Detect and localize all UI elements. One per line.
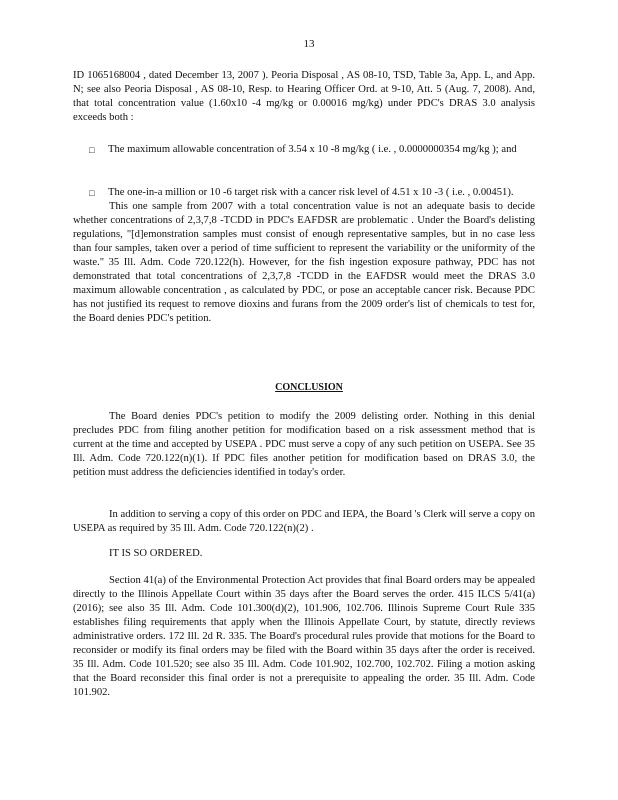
- bullet-box-icon: □: [89, 145, 95, 155]
- bullet-text: The maximum allowable concentration of 3.54 x 10 -8 mg/kg ( i.e. , 0.0000000354 mg/kg ); and: [108, 144, 517, 155]
- bullet-item: [89, 186, 535, 200]
- conclusion-heading: CONCLUSION: [275, 382, 343, 393]
- bullet-text: The one-in-a million or 10 -6 target risk with a cancer risk level of 4.51 x 10 -3 ( i.e. , 0.00451).: [108, 187, 514, 198]
- page-number: 13: [303, 38, 315, 50]
- paragraph-text: In addition to serving a copy of this order on PDC and IEPA, the Board 's Clerk will serve a copy on USEPA as required by 35 Ill. Adm. Code 720.122(n)(2) .: [73, 509, 535, 534]
- paragraph-text: The Board denies PDC's petition to modify the 2009 delisting order. Nothing in this denial precludes PDC from filing another petition for modification based on a risk assessment method that is current at the time and accepted by USEPA . PDC must serve a copy of any such petition on USEPA. See 35 Ill. Adm. Code 720.122(n)(1). If PDC files another petition for modification based on DRAS 3.0, the petition must address the deficiencies identified in today's order.: [73, 411, 535, 478]
- order-statement: IT IS SO ORDERED.: [109, 548, 203, 559]
- section-heading: [0, 381, 618, 395]
- paragraph-text: This one sample from 2007 with a total concentration value is not an adequate basis to decide whether concentrations of 2,3,7,8 -TCDD in PDC's EAFDSR are problematic . Under the Board's delisting regulations, "[d]emonstration samples must consist of enough representative samples, but in no case less than four samples, taken over a period of time sufficient to represent the variability or the uniformity of the waste." 35 Ill. Adm. Code 720.122(h). However, for the fish ingestion exposure pathway, PDC has not demonstrated that total concentrations of 2,3,7,8 -TCDD in the EAFDSR would meet the DRAS 3.0 maximum allowable concentration , as calculated by PDC, or pose an acceptable cancer risk. Because PDC has not justified its request to remove dioxins and furans from the 2009 order's list of chemicals to test for, the Board denies PDC's petition.: [73, 201, 535, 324]
- paragraph-sample-analysis: [73, 200, 535, 326]
- paragraph-text: Section 41(a) of the Environmental Protection Act provides that final Board orders may be appealed directly to the Illinois Appellate Court within 35 days after the Board serves the order. 415 ILCS 5/41(a) (2016); see also 35 Ill. Adm. Code 101.300(d)(2), 101.906, 102.706. Illinois Supreme Court Rule 335 establishes filing requirements that apply when the Illinois Appellate Court, by statute, directly reviews administrative orders. 172 Ill. 2d R. 335. The Board's procedural rules provide that motions for the Board to reconsider or modify its final orders may be filed with the Board within 35 days after the order is received. 35 Ill. Adm. Code 101.520; see also 35 Ill. Adm. Code 101.902, 102.700, 102.702. Filing a motion asking that the Board reconsider this final order is not a prerequisite to appealing the order. 35 Ill. Adm. Code 101.902.: [73, 575, 535, 698]
- paragraph-appeal-rights: [73, 574, 535, 700]
- paragraph-conclusion: [73, 410, 535, 480]
- paragraph-exceedance: ID 1065168004 , dated December 13, 2007 ). Peoria Disposal , AS 08-10, TSD, Table 3a, App. L, and App. N; see also Peoria Disposal , AS 08-10, Resp. to Hearing Officer Ord. at 9-10, Att. 5 (Aug. 7, 2008). And, that total concentration value (1.60x10 -4 mg/kg or 0.00016 mg/kg) under PDC's DRAS 3.0 analysis exceeds both :: [73, 70, 535, 123]
- bullet-item: [89, 143, 535, 157]
- paragraph-service: [73, 508, 535, 536]
- bullet-box-icon: □: [89, 188, 95, 198]
